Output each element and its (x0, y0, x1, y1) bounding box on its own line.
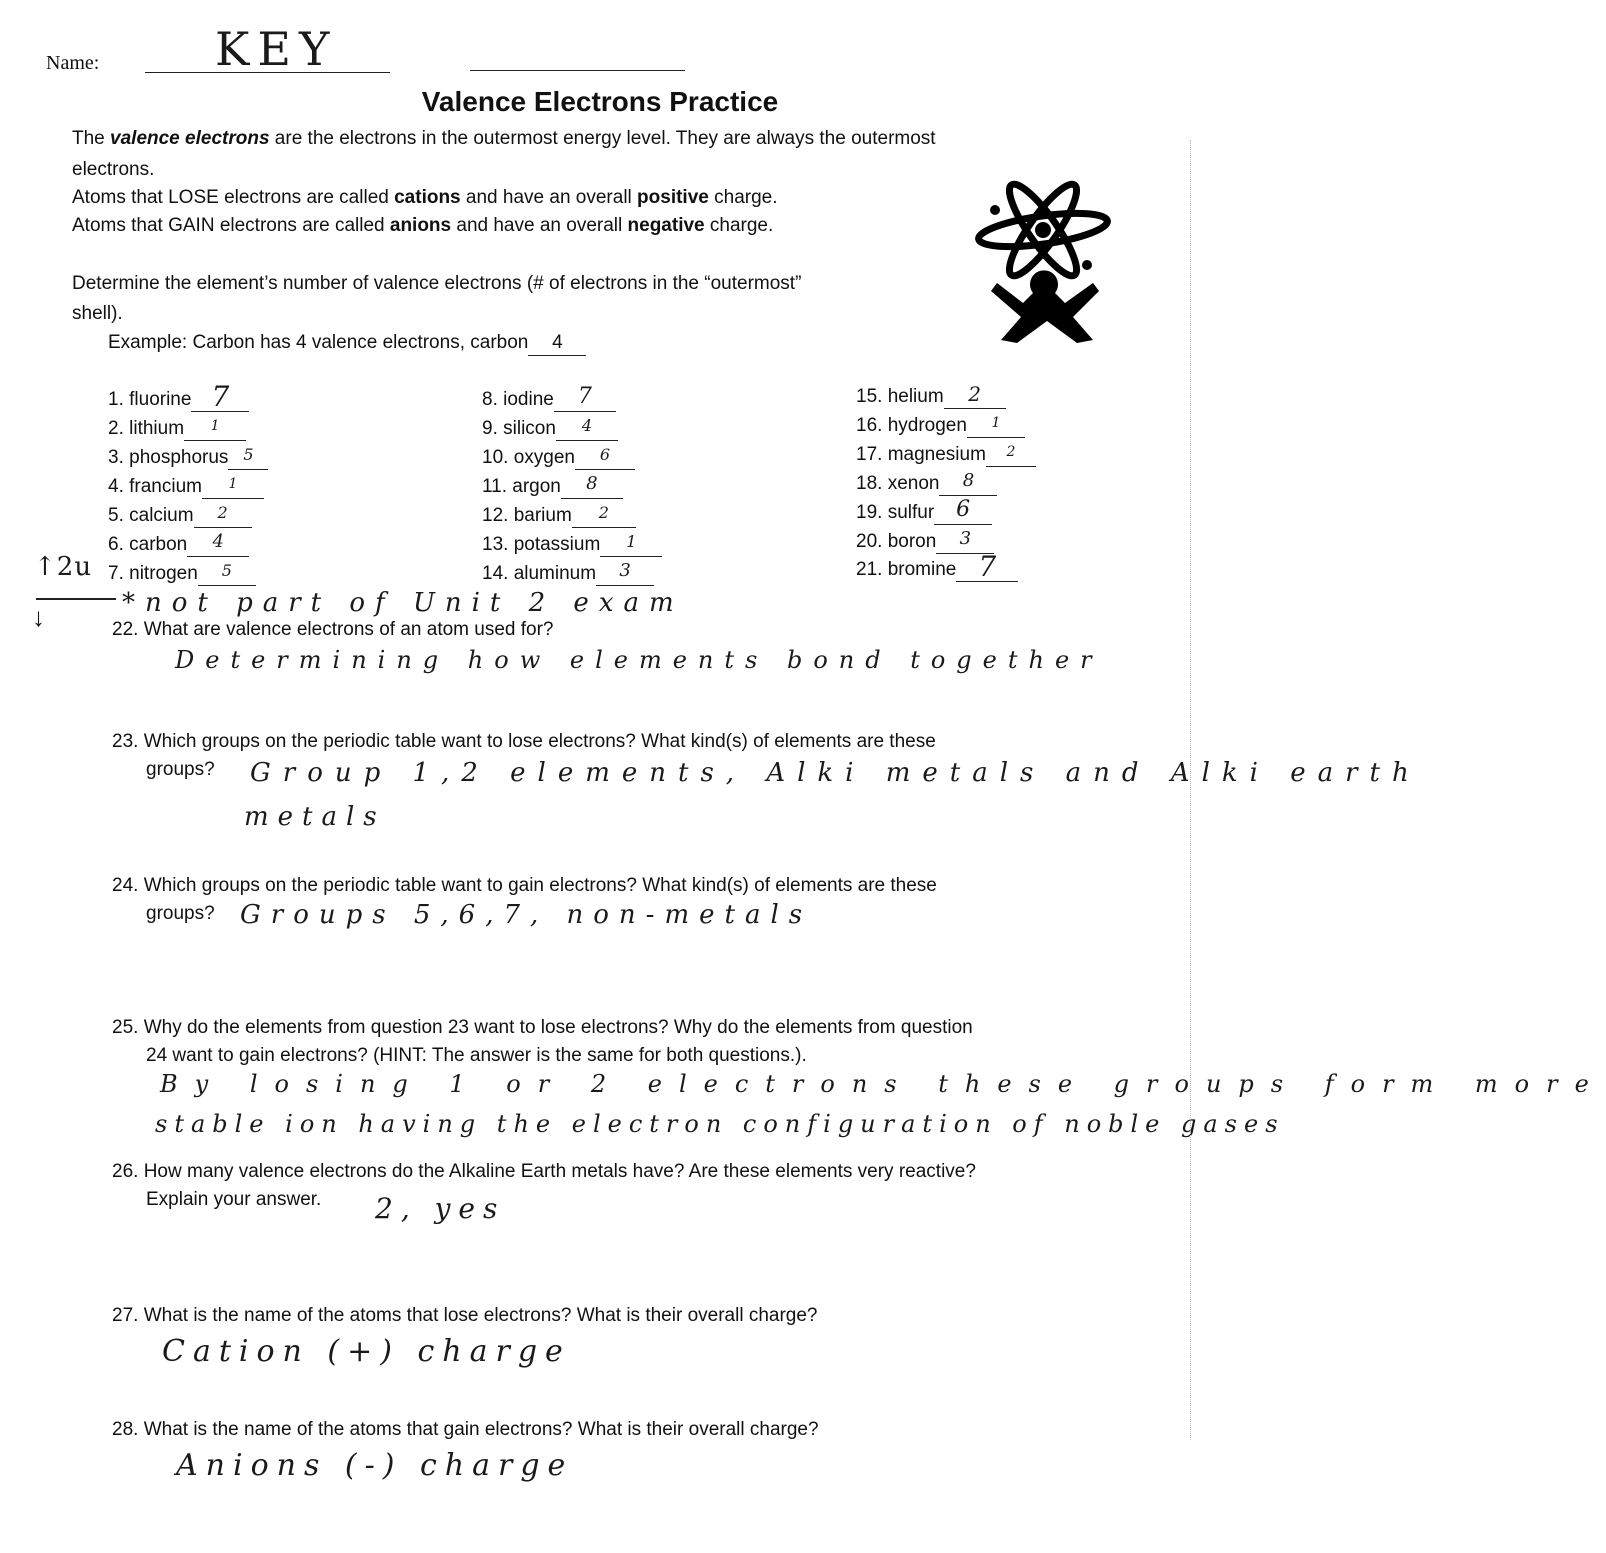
element-item: 7. nitrogen 5 (108, 562, 256, 586)
example-line: Example: Carbon has 4 valence electrons, carbon 4 (108, 331, 586, 356)
element-item: 12. barium 2 (482, 504, 636, 528)
answer-blank[interactable]: 4 (556, 418, 618, 441)
answer-blank[interactable]: 7 (956, 559, 1018, 582)
answer-blank[interactable]: 8 (561, 476, 623, 499)
element-item: 20. boron 3 (856, 530, 994, 554)
name-label: Name: (46, 52, 100, 74)
scan-edge-line (1190, 140, 1191, 1440)
answer-blank[interactable]: 3 (596, 563, 654, 586)
element-item: 6. carbon 4 (108, 533, 249, 557)
answer-blank[interactable]: 1 (600, 534, 662, 557)
element-item: 10. oxygen 6 (482, 446, 635, 470)
answer-blank[interactable]: 1 (202, 476, 264, 499)
question-26: 26. How many valence electrons do the Alkaline Earth metals have? Are these elements very reactive? Explain your answer. (112, 1161, 976, 1210)
element-item: 14. aluminum 3 (482, 562, 654, 586)
question-22: 22. What are valence electrons of an atom used for? (112, 619, 554, 640)
answer-23-line-2: metals (244, 802, 386, 832)
answer-24: Groups 5,6,7, non-metals (240, 900, 813, 930)
intro-line-1: The valence electrons are the electrons in the outermost energy level. They are always the outermost (72, 128, 936, 149)
margin-note: *not part of Unit 2 exam (122, 588, 684, 618)
answer-blank[interactable]: 6 (575, 447, 635, 470)
question-25: 25. Why do the elements from question 23 want to lose electrons? Why do the elements from question 24 want to gain electrons? (HINT: The answer is the same for both questions.). (112, 1017, 973, 1066)
answer-blank[interactable]: 7 (191, 389, 249, 412)
intro-line-2: Atoms that LOSE electrons are called cations and have an overall positive charge. (72, 187, 778, 208)
down-arrow-icon: ↓ (32, 602, 45, 632)
element-item: 1. fluorine 7 (108, 388, 249, 412)
instructions-line-2: shell). (72, 303, 123, 324)
answer-23-line-1: Group 1,2 elements, Alki metals and Alki earth (250, 758, 1421, 788)
answer-blank[interactable]: 1 (967, 415, 1025, 438)
answer-blank[interactable]: 2 (986, 444, 1036, 467)
answer-27: Cation (+) charge (162, 1334, 571, 1369)
question-28: 28. What is the name of the atoms that gain electrons? What is their overall charge? (112, 1419, 819, 1440)
answer-blank[interactable]: 7 (554, 389, 616, 412)
answer-blank[interactable]: 5 (228, 447, 268, 470)
question-27: 27. What is the name of the atoms that lose electrons? What is their overall charge? (112, 1305, 818, 1326)
answer-blank[interactable]: 2 (194, 505, 252, 528)
answer-26: 2, yes (375, 1192, 506, 1225)
intro-line-1-cont: electrons. (72, 159, 155, 180)
element-item: 18. xenon 8 (856, 472, 997, 496)
answer-blank[interactable]: 8 (939, 473, 997, 496)
element-item: 17. magnesium 2 (856, 443, 1036, 467)
answer-blank[interactable]: 5 (198, 563, 256, 586)
answer-blank[interactable]: 3 (936, 531, 994, 554)
element-item: 3. phosphorus 5 (108, 446, 268, 470)
answer-blank[interactable]: 2 (572, 505, 636, 528)
element-item: 9. silicon 4 (482, 417, 618, 441)
answer-blank[interactable]: 4 (187, 534, 249, 557)
element-item: 2. lithium 1 (108, 417, 246, 441)
answer-22: Determining how elements bond together (175, 646, 1103, 674)
answer-blank[interactable]: 2 (944, 386, 1006, 409)
second-name-line (470, 70, 685, 71)
element-item: 11. argon 8 (482, 475, 623, 499)
atom-mascot-logo (975, 175, 1125, 345)
intro-line-3: Atoms that GAIN electrons are called anions and have an overall negative charge. (72, 215, 774, 236)
element-item: 21. bromine 7 (856, 558, 1018, 582)
answer-blank[interactable]: 1 (184, 418, 246, 441)
question-23: 23. Which groups on the periodic table want to lose electrons? What kind(s) of elements are these groups? (112, 731, 936, 780)
element-item: 8. iodine 7 (482, 388, 616, 412)
element-item: 13. potassium 1 (482, 533, 662, 557)
element-item: 5. calcium 2 (108, 504, 252, 528)
answer-blank[interactable]: 6 (934, 502, 992, 525)
margin-divider-line (36, 598, 116, 600)
element-item: 19. sulfur 6 (856, 501, 992, 525)
answer-28: Anions (-) charge (176, 1448, 574, 1483)
answer-25-line-1: By losing 1 or 2 electrons these groups form more (160, 1070, 1606, 1098)
element-item: 16. hydrogen 1 (856, 414, 1025, 438)
answer-25-line-2: stable ion having the electron configuration of noble gases (155, 1110, 1285, 1138)
instructions-line-1: Determine the element’s number of valence electrons (# of electrons in the “outermost” (72, 273, 802, 294)
page-title: Valence Electrons Practice (421, 86, 779, 117)
element-item: 15. helium 2 (856, 385, 1006, 409)
element-item: 4. francium 1 (108, 475, 264, 499)
margin-arrow-note: ↑2u (34, 552, 93, 582)
question-24: 24. Which groups on the periodic table want to gain electrons? What kind(s) of elements are these groups? (112, 875, 937, 924)
name-value: KEY (215, 22, 338, 76)
